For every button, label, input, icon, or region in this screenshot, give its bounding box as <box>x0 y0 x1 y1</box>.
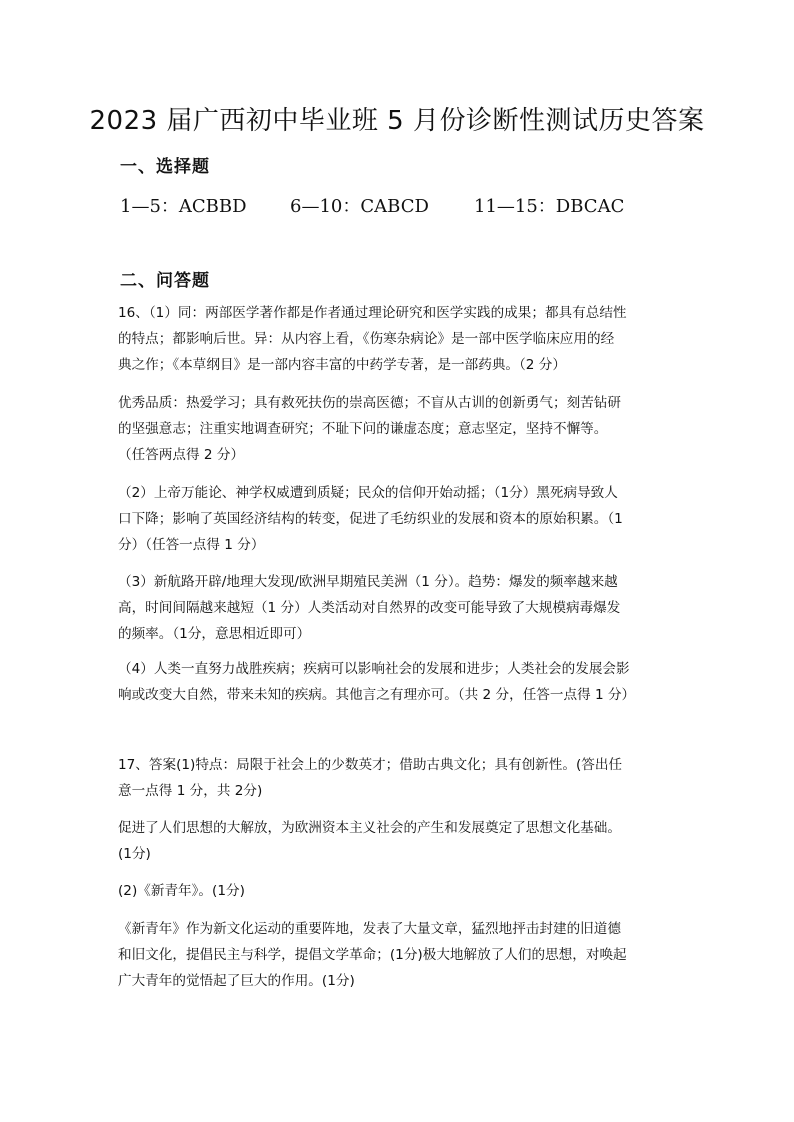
paragraph-line: 17、答案(1)特点：局限于社会上的少数英才；借助古典文化；具有创新性。(答出任 <box>118 757 623 773</box>
paragraph-line: 《新青年》作为新文化运动的重要阵地，发表了大量文章，猛烈地抨击封建的旧道德 <box>118 921 621 937</box>
paragraph-line: 典之作；《本草纲目》是一部内容丰富的中药学专著，是一部药典。（2 分） <box>118 357 566 373</box>
section-heading-qa: 二、问答题 <box>120 271 210 291</box>
paragraph-line: 的特点；都影响后世。异：从内容上看，《伤寒杂病论》是一部中医学临床应用的经 <box>118 331 615 347</box>
choice-answer-group: 6—10：CABCD <box>290 196 429 217</box>
paragraph-line: 口下降；影响了英国经济结构的转变，促进了毛纺织业的发展和资本的原始积累。（1 <box>118 511 623 527</box>
paragraph-line: （任答两点得 2 分） <box>118 447 245 463</box>
paragraph-line: 和旧文化，提倡民主与科学，提倡文学革命；(1分)极大地解放了人们的思想，对唤起 <box>118 947 627 963</box>
paragraph-line: 的坚强意志；注重实地调查研究；不耻下问的谦虚态度；意志坚定，坚持不懈等。 <box>118 421 608 437</box>
paragraph-line: （4）人类一直努力战胜疾病；疾病可以影响社会的发展和进步；人类社会的发展会影 <box>118 661 630 677</box>
paragraph-line: 促进了人们思想的大解放，为欧洲资本主义社会的产生和发展奠定了思想文化基础。 <box>118 820 621 836</box>
answer-paragraph <box>118 656 684 708</box>
paragraph-line: (1分) <box>118 846 151 862</box>
paragraph-line: 优秀品质：热爱学习；具有救死扶伤的崇高医德；不盲从古训的创新勇气；刻苦钻研 <box>118 395 621 411</box>
answer-paragraph <box>118 878 684 904</box>
choice-answer-group: 1—5：ACBBD <box>120 196 247 217</box>
paragraph-line: 响或改变大自然，带来未知的疾病。其他言之有理亦可。（共 2 分，任答一点得 1 分） <box>118 687 636 703</box>
page-title: 2023 届广西初中毕业班 5 月份诊断性测试历史答案 <box>89 106 705 136</box>
answer-paragraph <box>118 569 684 647</box>
section-heading-choice: 一、选择题 <box>120 157 210 177</box>
paragraph-line: 广大青年的觉悟起了巨大的作用。(1分) <box>118 973 355 989</box>
answer-paragraph <box>118 752 684 804</box>
answer-paragraph <box>118 300 684 378</box>
answer-paragraph <box>118 390 684 468</box>
paragraph-line: （2）上帝万能论、神学权威遭到质疑；民众的信仰开始动摇；（1分）黑死病导致人 <box>118 485 618 501</box>
paragraph-line: 的频率。（1分，意思相近即可） <box>118 626 311 642</box>
paragraph-line: (2)《新青年》。(1分) <box>118 883 245 899</box>
paragraph-line: 分）（任答一点得 1 分） <box>118 537 265 553</box>
paragraph-line: 16、（1）同：两部医学著作都是作者通过理论研究和医学实践的成果；都具有总结性 <box>118 305 627 321</box>
answer-paragraph <box>118 916 684 994</box>
choice-answer-group: 11—15：DBCAC <box>474 196 625 217</box>
answer-paragraph <box>118 815 684 867</box>
paragraph-line: 意一点得 1 分，共 2分) <box>118 783 263 799</box>
paragraph-line: 高，时间间隔越来越短（1 分）人类活动对自然界的改变可能导致了大规模病毒爆发 <box>118 600 621 616</box>
paragraph-line: （3）新航路开辟/地理大发现/欧洲早期殖民美洲（1 分）。趋势：爆发的频率越来越 <box>118 574 618 590</box>
answer-paragraph <box>118 480 684 558</box>
